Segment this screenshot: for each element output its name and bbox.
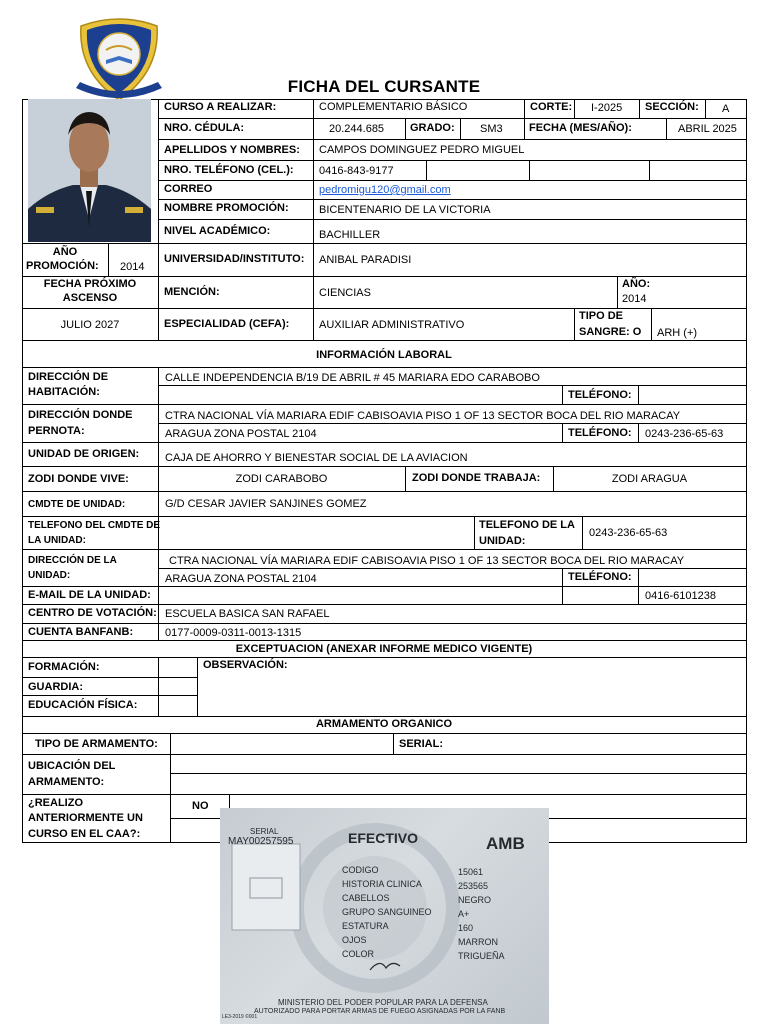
mencion-value[interactable]: CIENCIAS <box>319 287 371 299</box>
tel-cmdte-label-1: TELEFONO DEL CMDTE DE <box>28 520 161 531</box>
habitacion-label-1: DIRECCIÓN DE <box>28 371 109 383</box>
ascenso-label-2: ASCENSO <box>62 292 118 304</box>
dir-unidad-label-1: DIRECCIÓN DE LA <box>28 555 117 566</box>
caa-label-3: CURSO EN EL CAA?: <box>28 828 141 840</box>
habitacion-telefono-label: TELÉFONO: <box>568 389 632 401</box>
email-unidad-telefono[interactable]: 0416-6101238 <box>645 590 716 602</box>
grado-label: GRADO: <box>410 122 455 134</box>
votacion-value[interactable]: ESCUELA BASICA SAN RAFAEL <box>165 608 330 620</box>
curso-label: CURSO A REALIZAR: <box>164 101 277 113</box>
ascenso-value[interactable]: JULIO 2027 <box>60 319 120 331</box>
promocion-label: NOMBRE PROMOCIÓN: <box>164 202 289 214</box>
cedula-label: NRO. CÉDULA: <box>164 122 245 134</box>
banfanb-label: CUENTA BANFANB: <box>28 626 134 638</box>
corte-label: CORTE: <box>530 101 573 113</box>
anio-label: AÑO: <box>622 278 651 290</box>
origen-label: UNIDAD DE ORIGEN: <box>28 448 140 460</box>
curso-value[interactable]: COMPLEMENTARIO BÁSICO <box>319 101 468 113</box>
pernota-value-line-1[interactable]: CTRA NACIONAL VÍA MARIARA EDIF CABISOAVIA PISO 1 OF 13 SECTOR BOCA DEL RIO MARACAY <box>165 410 681 422</box>
card-estatura-label: ESTATURA <box>342 921 389 931</box>
tel-unidad-label-1: TELEFONO DE LA <box>479 519 575 531</box>
tel-cmdte-label-2: LA UNIDAD: <box>28 535 86 546</box>
weapon-id-card <box>220 808 549 1024</box>
guardia-label: GUARDIA: <box>28 681 83 693</box>
dir-unidad-value-line-1[interactable]: CTRA NACIONAL VÍA MARIARA EDIF CABISOAVIA PISO 1 OF 13 SECTOR BOCA DEL RIO MARACAY <box>169 555 685 567</box>
anio-promocion-value[interactable]: 2014 <box>120 261 145 273</box>
caa-label-2: ANTERIORMENTE UN <box>28 812 143 824</box>
formacion-label: FORMACIÓN: <box>28 661 100 673</box>
dir-unidad-label-2: UNIDAD: <box>28 570 71 581</box>
excepcion-section-title: EXCEPTUACION (ANEXAR INFORME MEDICO VIGENTE) <box>235 643 533 655</box>
ubicacion-label-1: UBICACIÓN DEL <box>28 760 116 772</box>
card-cabellos-label: CABELLOS <box>342 893 390 903</box>
zodi-trabaja-label: ZODI DONDE TRABAJA: <box>412 472 541 484</box>
universidad-value[interactable]: ANIBAL PARADISI <box>319 254 412 266</box>
habitacion-label-2: HABITACIÓN: <box>28 386 100 398</box>
cmdte-value[interactable]: G/D CESAR JAVIER SANJINES GOMEZ <box>165 498 367 510</box>
corte-value[interactable]: I-2025 <box>591 102 623 114</box>
fecha-value[interactable]: ABRIL 2025 <box>678 123 737 135</box>
sangre-value[interactable]: ARH (+) <box>657 327 698 339</box>
anio-promocion-label-2: PROMOCIÓN: <box>26 260 99 272</box>
fecha-label: FECHA (MES/AÑO): <box>529 122 632 134</box>
caa-label-1: ¿REALIZO <box>28 797 83 809</box>
dir-unidad-telefono-label: TELÉFONO: <box>568 571 632 583</box>
tel-unidad-label-2: UNIDAD: <box>479 535 526 547</box>
seccion-label: SECCIÓN: <box>645 101 699 113</box>
pernota-telefono-label: TELÉFONO: <box>568 427 632 439</box>
habitacion-value[interactable]: CALLE INDEPENDENCIA B/19 DE ABRIL # 45 MARIARA EDO CARABOBO <box>165 372 540 384</box>
sangre-label-1: TIPO DE <box>579 310 624 322</box>
email-unidad-label: E-MAIL DE LA UNIDAD: <box>28 589 151 601</box>
nivel-label: NIVEL ACADÉMICO: <box>164 225 271 237</box>
universidad-label: UNIVERSIDAD/INSTITUTO: <box>164 253 305 265</box>
card-ojos-label: OJOS <box>342 935 367 945</box>
card-serial-value: MAY00257595 <box>228 836 294 847</box>
origen-value[interactable]: CAJA DE AHORRO Y BIENESTAR SOCIAL DE LA AVIACION <box>165 452 468 464</box>
caa-value[interactable]: NO <box>192 800 209 812</box>
dir-unidad-value-line-2[interactable]: ARAGUA ZONA POSTAL 2104 <box>165 573 317 585</box>
card-footer-1: MINISTERIO DEL PODER POPULAR PARA LA DEFENSA <box>278 998 488 1007</box>
zodi-vive-value[interactable]: ZODI CARABOBO <box>235 473 328 485</box>
correo-link[interactable]: pedromigu120@gmail.com <box>319 184 451 196</box>
correo-label: CORREO <box>164 183 213 195</box>
card-color-label: COLOR <box>342 949 375 959</box>
card-color-value: TRIGUEÑA <box>458 951 505 961</box>
card-estatura-value: 160 <box>458 923 474 933</box>
card-historia-value: 253565 <box>458 881 489 891</box>
seccion-value[interactable]: A <box>722 103 730 115</box>
pernota-telefono-value[interactable]: 0243-236-65-63 <box>645 428 724 440</box>
mencion-label: MENCIÓN: <box>164 286 220 298</box>
tel-unidad-value[interactable]: 0243-236-65-63 <box>589 527 668 539</box>
pernota-value-line-2[interactable]: ARAGUA ZONA POSTAL 2104 <box>165 428 317 440</box>
tipo-armamento-label: TIPO DE ARMAMENTO: <box>35 738 158 750</box>
ubicacion-label-2: ARMAMENTO: <box>28 776 105 788</box>
promocion-value[interactable]: BICENTENARIO DE LA VICTORIA <box>319 204 491 216</box>
educacion-fisica-label: EDUCACIÓN FÍSICA: <box>28 699 138 711</box>
zodi-vive-label: ZODI DONDE VIVE: <box>28 473 129 485</box>
pernota-label-1: DIRECCIÓN DONDE <box>28 409 133 421</box>
nombres-value[interactable]: CAMPOS DOMINGUEZ PEDRO MIGUEL <box>319 144 525 156</box>
card-footer-2: AUTORIZADO PARA PORTAR ARMAS DE FUEGO ASIGNADAS POR LA FANB <box>254 1008 506 1015</box>
sangre-label-2: SANGRE: O <box>579 326 642 338</box>
nivel-value[interactable]: BACHILLER <box>319 229 381 241</box>
card-efectivo: EFECTIVO <box>348 830 419 846</box>
card-cabellos-value: NEGRO <box>458 895 492 905</box>
armamento-section-title: ARMAMENTO ORGANICO <box>315 718 453 730</box>
grado-value[interactable]: SM3 <box>480 123 503 135</box>
card-grupo-value: A+ <box>458 909 470 919</box>
observacion-label: OBSERVACIÓN: <box>203 659 288 671</box>
card-serial-label: SERIAL <box>250 827 279 836</box>
anio-value[interactable]: 2014 <box>622 293 647 305</box>
cedula-value[interactable]: 20.244.685 <box>329 123 385 135</box>
anio-promocion-label-1: AÑO <box>52 246 78 258</box>
ascenso-label-1: FECHA PRÓXIMO <box>43 278 137 290</box>
cadet-photo <box>28 99 151 242</box>
pernota-label-2: PERNOTA: <box>28 425 85 437</box>
card-code: LE3-2019 ©001 <box>222 1014 258 1020</box>
especialidad-value[interactable]: AUXILIAR ADMINISTRATIVO <box>319 319 465 331</box>
card-grupo-label: GRUPO SANGUINEO <box>342 907 432 917</box>
cmdte-label: CMDTE DE UNIDAD: <box>28 499 126 510</box>
card-codigo-label: CODIGO <box>342 865 379 875</box>
zodi-trabaja-value[interactable]: ZODI ARAGUA <box>611 473 688 485</box>
card-historia-label: HISTORIA CLINICA <box>342 879 422 889</box>
banfanb-value[interactable]: 0177-0009-0311-0013-1315 <box>165 627 302 639</box>
laboral-section-title: INFORMACIÓN LABORAL <box>316 349 452 361</box>
telefono-label: NRO. TELÉFONO (CEL.): <box>164 164 294 176</box>
card-codigo-value: 15061 <box>458 867 484 877</box>
telefono-value[interactable]: 0416-843-9177 <box>319 165 394 177</box>
serial-label: SERIAL: <box>399 738 443 750</box>
card-amb: AMB <box>486 834 525 853</box>
nombres-label: APELLIDOS Y NOMBRES: <box>164 144 300 156</box>
page-title: FICHA DEL CURSANTE <box>287 77 481 96</box>
especialidad-label: ESPECIALIDAD (CEFA): <box>164 318 290 330</box>
card-ojos-value: MARRON <box>458 937 498 947</box>
votacion-label: CENTRO DE VOTACIÓN: <box>28 607 157 619</box>
